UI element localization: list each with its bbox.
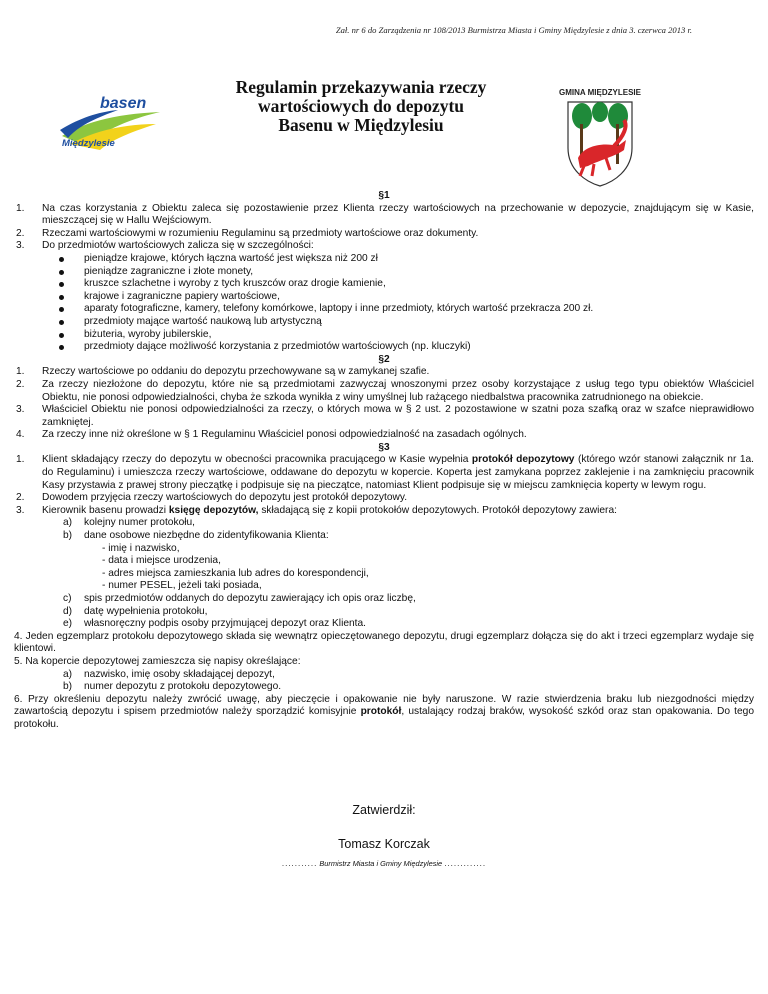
dash-item: - numer PESEL, jeżeli taki posiada, — [102, 580, 262, 592]
dash-item: - adres miejsca zamieszkania lub adres do korespondencji, — [102, 567, 369, 579]
sub-item: b) numer depozytu z protokołu depozytowego. — [63, 681, 282, 693]
sub-item: c) spis przedmiotów oddanych do depozytu zawierający ich opis oraz liczbę, — [63, 593, 416, 604]
list-item: 4. Za rzeczy inne niż określone w § 1 Regulaminu Właściciel ponosi odpowiedzialność na zasadach ogólnych. — [16, 429, 527, 441]
bullet-item: przedmioty dające możliwość korzystania z przedmiotów wartościowych (np. kluczyki) — [14, 341, 754, 354]
list-item: 3. Do przedmiotów wartościowych zalicza się w szczególności: — [16, 240, 314, 252]
signatory-role-line: ........... Burmistrz Miasta i Gminy Międzylesie ............. — [281, 859, 487, 868]
section-1-list — [14, 203, 754, 354]
section-1-heading: §1 — [378, 190, 390, 201]
section-2-list — [14, 366, 754, 442]
list-item: 1. Na czas korzystania z Obiektu zaleca się pozostawienie przez Klienta rzeczy wartościowych na przechowanie w depozycie, znajdującym się w Kasie, mieszczącej się w Hallu Wejściowym. — [16, 202, 754, 227]
basen-logo — [56, 94, 166, 154]
paragraph-5: 5. Na kopercie depozytowej zamieszcza się napisy określające: — [14, 655, 301, 667]
svg-text:GMINA MIĘDZYLESIE: GMINA MIĘDZYLESIE — [559, 88, 641, 97]
list-item: 1. Rzeczy wartościowe po oddaniu do depozytu przechowywane są w zamykanej szafie. — [16, 366, 430, 378]
bullet-item: biżuteria, wyroby jubilerskie, — [14, 329, 754, 342]
bullet-item: pieniądze krajowe, których łączna wartość jest większa niż 200 zł — [14, 253, 754, 266]
signatory-name: Tomasz Korczak — [338, 837, 430, 851]
section-3-heading: §3 — [378, 441, 390, 453]
list-item: 2. Dowodem przyjęcia rzeczy wartościowych do depozytu jest protokół depozytowy. — [16, 492, 408, 504]
dash-item: - data i miejsce urodzenia, — [102, 555, 221, 567]
sub-item: d) datę wypełnienia protokołu, — [63, 605, 208, 617]
svg-text:Międzylesie: Międzylesie — [62, 138, 115, 149]
section-3-list — [14, 454, 754, 731]
sub-item: b) dane osobowe niezbędne do zidentyfikowania Klienta: — [63, 530, 329, 542]
bullet-item: aparaty fotograficzne, kamery, telefony komórkowe, laptopy i inne przedmioty, których wartość przekracza 200 zł. — [14, 303, 754, 316]
svg-text:basen: basen — [100, 95, 147, 112]
bullet-item: przedmioty mające wartość naukową lub artystyczną — [14, 316, 754, 329]
list-item: 2. Rzeczami wartościowymi w rozumieniu Regulaminu są przedmioty wartościowe oraz dokumenty. — [16, 227, 479, 239]
list-item: 1. Klient składający rzeczy do depozytu w obecności pracownika pracującego w Kasie wypełnia protokół depozytowy (którego wzór stanowi załącznik nr 1a. do Regulaminu) i umieszcza rzeczy wartościowe, oddawane do depozytu w kopercie. Koperta jest zamykana poprzez zaklejenie i na zamknięciu pracownik Kasy przystawia z prawej strony pieczątkę i podpisuje się na pieczątce, natomiast Klient podpisuje się w miejscu zamknięcia koperty w lewym rogu. — [16, 454, 754, 491]
list-item: 3. Kierownik basenu prowadzi księgę depozytów, składającą się z kopii protokołów depozytowych. Protokół depozytowy zawiera: — [16, 504, 617, 516]
sub-item: a) nazwisko, imię osoby składającej depozyt, — [63, 668, 275, 680]
paragraph-4: 4. Jeden egzemplarz protokołu depozytowego składa się wewnątrz opieczętowanego depozytu, drugi egzemplarz dołącza się do akt i trzeci egzemplarz wydaje się klientowi. — [14, 630, 754, 655]
paragraph-6: 6. Przy określeniu depozytu należy zwrócić uwagę, aby pieczęcie i opakowanie nie były naruszone. W razie stwierdzenia braku lub niezgodności między zawartością depozytu i spisem przedmiotów należy sporządzić komisyjnie protokół, ustalający rodzaj braków, wysokość szkód oraz stan opakowania. Do tego protokołu. — [14, 693, 754, 730]
bullet-item: pieniądze zagraniczne i złote monety, — [14, 266, 754, 279]
document-body — [14, 190, 754, 732]
gmina-crest — [544, 86, 656, 190]
bullet-item: krajowe i zagraniczne papiery wartościowe, — [14, 291, 754, 304]
dash-item: - imię i nazwisko, — [102, 542, 180, 554]
signatory-role: Burmistrz Miasta i Gminy Międzylesie — [319, 859, 443, 868]
header-note: Zał. nr 6 do Zarządzenia nr 108/2013 Burmistrza Miasta i Gminy Międzylesie z dnia 3. czerwca 2013 r. — [335, 25, 692, 35]
sub-item: e) własnoręczny podpis osoby przyjmującej depozyt oraz Klienta. — [63, 618, 366, 630]
section-2-heading: §2 — [378, 353, 390, 365]
approved-label: Zatwierdził: — [352, 803, 416, 817]
list-item: 3. Właściciel Obiektu nie ponosi odpowiedzialności za rzeczy, o których mowa w § 2 ust. 2 pozostawione w szatni poza szafką oraz w szafce nieprawidłowo zamkniętej. — [16, 404, 754, 428]
sub-item: a) kolejny numer protokołu, — [63, 517, 195, 529]
list-item: 2. Za rzeczy niezłożone do depozytu, które nie są przedmiotami zazwyczaj wnoszonymi przez osoby korzystające z usług tego typu obiektów Właściciel Obiektu, nie ponosi odpowiedzialności, chyba że szkoda wynikła z winy umyślnej lub rażącego niedbalstwa pracownika zatrudnionego na obiekcie. — [16, 378, 754, 403]
document-title: Regulamin przekazywania rzeczy wartościowych do depozytu Basenu w Międzylesiu — [235, 77, 487, 135]
bullet-item: kruszce szlachetne i wyroby z tych kruszców oraz drogie kamienie, — [14, 278, 754, 291]
